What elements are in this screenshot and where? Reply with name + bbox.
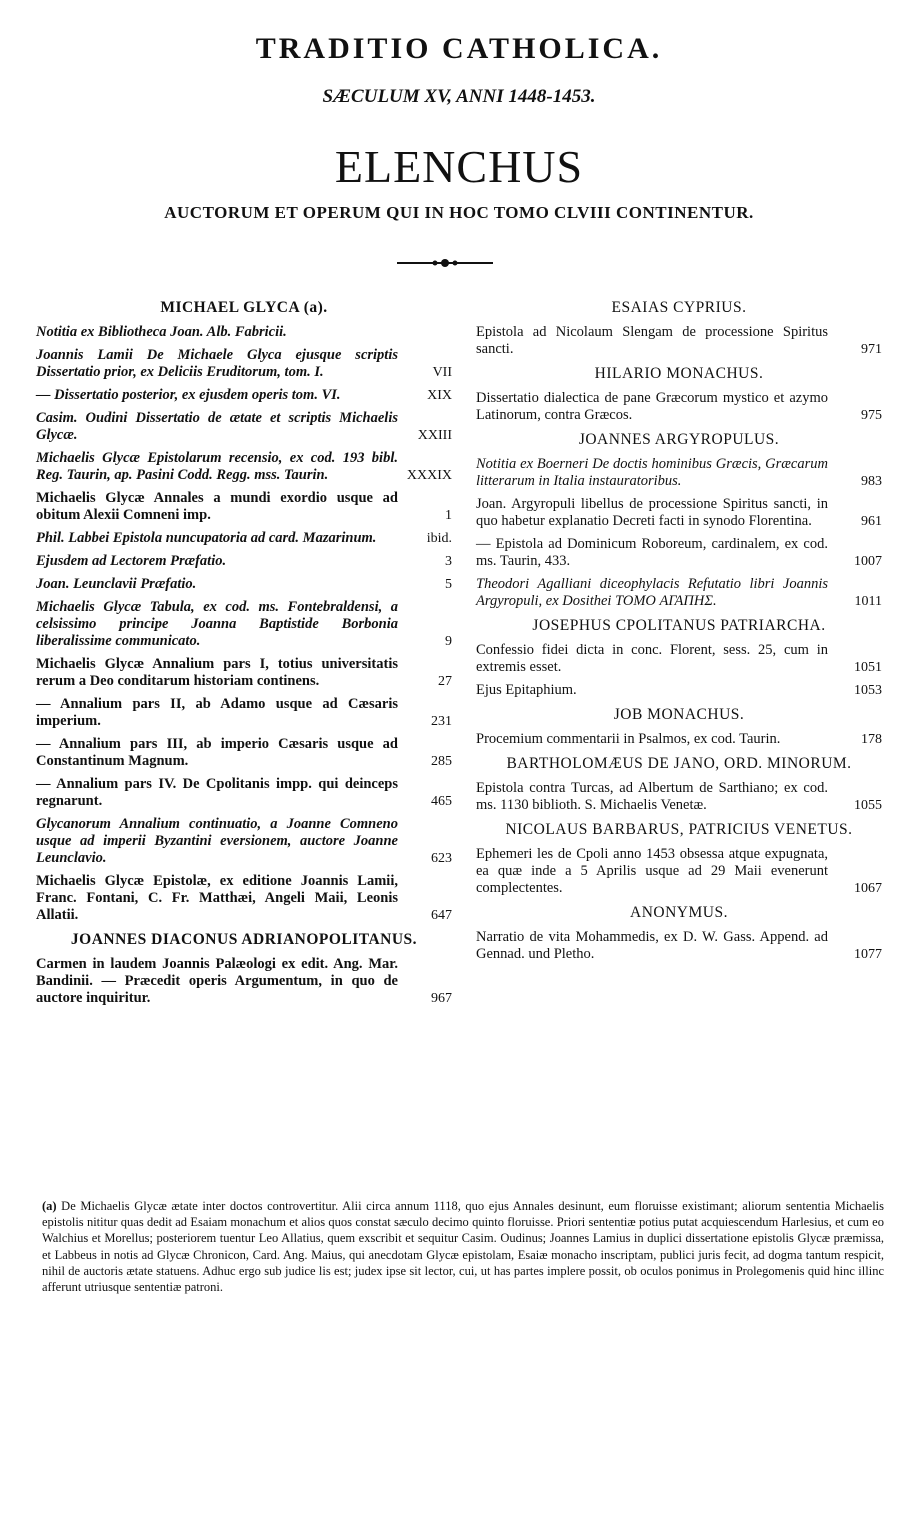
footnote-mark: (a) — [42, 1199, 57, 1213]
author-heading: JOB MONACHUS. — [613, 706, 745, 723]
page-number: 285 — [431, 754, 452, 769]
work-title: Dissertatio dialectica de pane Græcorum mystico et azymo Latinorum, contra Græcos. — [476, 390, 828, 423]
work-entry — [36, 450, 452, 484]
work-entry — [36, 576, 452, 593]
author-heading: MICHAEL GLYCA (a). — [160, 299, 328, 316]
page-number: 178 — [861, 732, 882, 747]
work-title: Michaelis Glycæ Annales a mundi exordio usque ad obitum Alexii Comneni imp. — [36, 490, 398, 523]
work-title: Notitia ex Boerneri De doctis hominibus Græcis, Græcarum litterarum in Italia instauratoribus. — [476, 456, 828, 489]
work-entry — [36, 873, 452, 924]
page-number: 623 — [431, 851, 452, 866]
work-title: Confessio fidei dicta in conc. Florent, sess. 25, cum in extremis esset. — [476, 642, 828, 675]
work-title: Ephemeri les de Cpoli anno 1453 obsessa atque expugnata, ea quæ inde a 5 Aprilis usque ad 29 Maii evenerunt complectentes. — [476, 846, 828, 896]
work-title: Michaelis Glycæ Tabula, ex cod. ms. Fontebraldensi, a celsissimo principe Joanna Baptistide Borbonia liberalissime communicato. — [36, 599, 398, 649]
work-entry — [476, 929, 882, 963]
work-title: Carmen in laudem Joannis Palæologi ex edit. Ang. Mar. Bandinii. — Præcedit operis Argumentum, in quo de auctore inquiritur. — [36, 956, 398, 1006]
author-heading: BARTHOLOMÆUS DE JANO, ORD. MINORUM. — [506, 755, 852, 772]
work-entry — [476, 390, 882, 424]
work-title: — Annalium pars IV. De Cpolitanis impp. qui deinceps regnarunt. — [36, 776, 398, 809]
work-title: Ejusdem ad Lectorem Præfatio. — [36, 553, 227, 569]
ornament-divider-icon — [395, 257, 495, 269]
right-column — [476, 298, 882, 969]
work-title: Michaelis Glycæ Epistolæ, ex editione Joannis Lamii, Franc. Fontani, C. Fr. Matthæi, Angeli Maii, Leonis Allatii. — [36, 873, 398, 923]
page-number: 9 — [445, 634, 452, 649]
page-number: 983 — [861, 474, 882, 489]
page-number: 5 — [445, 577, 452, 592]
work-title: — Annalium pars III, ab imperio Cæsaris usque ad Constantinum Magnum. — [36, 736, 398, 769]
work-entry — [36, 490, 452, 524]
work-entry — [36, 387, 452, 404]
page-number: 465 — [431, 794, 452, 809]
work-entry — [36, 956, 452, 1007]
page-title: ELENCHUS — [334, 141, 584, 192]
work-entry — [36, 736, 452, 770]
work-entry — [36, 599, 452, 650]
work-entry — [476, 682, 882, 699]
work-entry — [476, 846, 882, 897]
page-number: 3 — [445, 554, 452, 569]
work-title: Joan. Argyropuli libellus de processione Spiritus sancti, in quo habetur explanatio Decreti facti in synodo Florentina. — [476, 496, 828, 529]
page-number: XXXIX — [406, 468, 452, 483]
page-number: 1053 — [854, 683, 882, 698]
page-number: 1051 — [854, 660, 882, 675]
page-number: 1007 — [854, 554, 882, 569]
footnote-text: De Michaelis Glycæ ætate inter doctos controvertitur. Alii circa annum 1118, quo ejus Annales desinunt, eum floruisse existimant; aliorum sententia Michaelis epistolis nititur quas dedit ad Esaiam monachum et alios quos constat sæculo decimo quinto floruisse. Priori sententiæ potius putat acquiescendum Harlesius, et cum eo Walchius et Morellus; posteriorem tuentur Leo Allatius, quem exscribit et sequitur Casim. Oudinus; Joannes Lamius in duplici dissertatione epistolis Glycæ præmissa, et Labbeus in notis ad Glycæ Chronicon, Card. Ang. Maius, qui anecdotam Glycæ epistolam, Esaiæ monacho inscriptam, publici juris fecit, ad dogma tantum respicit, nihil de auctoris ætate statuens. Adhuc ergo sub judice lis est; judex ipse sit lector, cui, ut has partes implere possit, ob oculos ponimus in Prolegomenis quid hinc illinc afferunt utriusque sententiæ patroni. — [42, 1199, 885, 1295]
page-number: 1055 — [854, 798, 882, 813]
work-entry — [36, 656, 452, 690]
page-number: 27 — [438, 674, 452, 689]
author-heading: NICOLAUS BARBARUS, PATRICIUS VENETUS. — [505, 821, 853, 838]
work-entry — [36, 776, 452, 810]
work-title: Michaelis Glycæ Epistolarum recensio, ex cod. 193 bibl. Reg. Taurin, ap. Pasini Codd. Regg. mss. Taurin. — [36, 450, 398, 483]
author-heading: JOSEPHUS CPOLITANUS PATRIARCHA. — [532, 617, 826, 634]
work-title: Joan. Leunclavii Præfatio. — [36, 576, 197, 592]
work-title: Phil. Labbei Epistola nuncupatoria ad card. Mazarinum. — [36, 530, 377, 546]
left-column — [36, 298, 452, 1013]
page-number: VII — [432, 365, 452, 380]
page-number: 1 — [445, 508, 452, 523]
work-title: Notitia ex Bibliotheca Joan. Alb. Fabricii. — [36, 324, 287, 340]
author-heading: ESAIAS CYPRIUS. — [611, 299, 747, 316]
running-title: TRADITIO CATHOLICA. — [255, 32, 663, 65]
page-number: 647 — [431, 908, 452, 923]
work-entry — [476, 642, 882, 676]
page-number: XXIII — [417, 428, 452, 443]
work-entry — [476, 536, 882, 570]
work-title: Theodori Agalliani diceophylacis Refutatio libri Joannis Argyropuli, ex Dosithei TOMO ΑΓΑΠΗΣ. — [476, 576, 828, 609]
page-number: 1011 — [854, 594, 882, 609]
page-subtitle: AUCTORUM ET OPERUM QUI IN HOC TOMO CLVIII CONTINENTUR. — [164, 203, 754, 222]
work-title: Casim. Oudini Dissertatio de ætate et scriptis Michaelis Glycæ. — [36, 410, 398, 443]
work-entry — [476, 780, 882, 814]
work-entry — [476, 456, 882, 490]
work-entry — [476, 324, 882, 358]
page-number: 961 — [861, 514, 882, 529]
work-title: Ejus Epitaphium. — [476, 682, 577, 698]
work-title: — Epistola ad Dominicum Roboreum, cardinalem, ex cod. ms. Taurin, 433. — [476, 536, 828, 569]
work-entry — [36, 816, 452, 867]
page-number: 231 — [431, 714, 452, 729]
author-heading: ANONYMUS. — [630, 904, 728, 921]
work-title: Epistola ad Nicolaum Slengam de processione Spiritus sancti. — [476, 324, 828, 357]
work-title: Narratio de vita Mohammedis, ex D. W. Gass. Append. ad Gennad. und Pletho. — [476, 929, 828, 962]
work-title: Epistola contra Turcas, ad Albertum de Sarthiano; ex cod. ms. 1130 biblioth. S. Michaelis Venetæ. — [476, 780, 828, 813]
page-number: 967 — [431, 991, 452, 1006]
work-entry — [476, 496, 882, 530]
work-title: — Dissertatio posterior, ex ejusdem operis tom. VI. — [36, 387, 341, 403]
work-title: Procemium commentarii in Psalmos, ex cod. Taurin. — [476, 731, 781, 747]
page-number: 971 — [861, 342, 882, 357]
work-entry — [476, 731, 882, 748]
work-entry — [36, 347, 452, 381]
page-number: ibid. — [426, 531, 452, 546]
work-entry — [36, 696, 452, 730]
page-number: 1077 — [854, 947, 882, 962]
work-entry — [36, 530, 452, 547]
author-heading: JOANNES ARGYROPULUS. — [578, 431, 780, 448]
work-title: Glycanorum Annalium continuatio, a Joanne Comneno usque ad imperii Byzantini eversionem, auctore Joanne Leunclavio. — [36, 816, 398, 866]
author-heading: HILARIO MONACHUS. — [594, 365, 764, 382]
work-title: Joannis Lamii De Michaele Glyca ejusque scriptis Dissertatio prior, ex Deliciis Eruditorum, tom. I. — [36, 347, 398, 380]
author-heading: JOANNES DIACONUS ADRIANOPOLITANUS. — [70, 931, 418, 948]
footnote — [42, 1198, 884, 1295]
work-entry — [36, 553, 452, 570]
work-title: — Annalium pars II, ab Adamo usque ad Cæsaris imperium. — [36, 696, 398, 729]
work-title: Michaelis Glycæ Annalium pars I, totius universitatis rerum a Deo conditarum historiam continens. — [36, 656, 398, 689]
work-entry — [476, 576, 882, 610]
era-subtitle: SÆCULUM XV, ANNI 1448-1453. — [322, 86, 596, 107]
page-number: 1067 — [854, 881, 882, 896]
work-entry — [36, 324, 452, 341]
page-number: XIX — [427, 388, 452, 403]
page-number: 975 — [861, 408, 882, 423]
work-entry — [36, 410, 452, 444]
